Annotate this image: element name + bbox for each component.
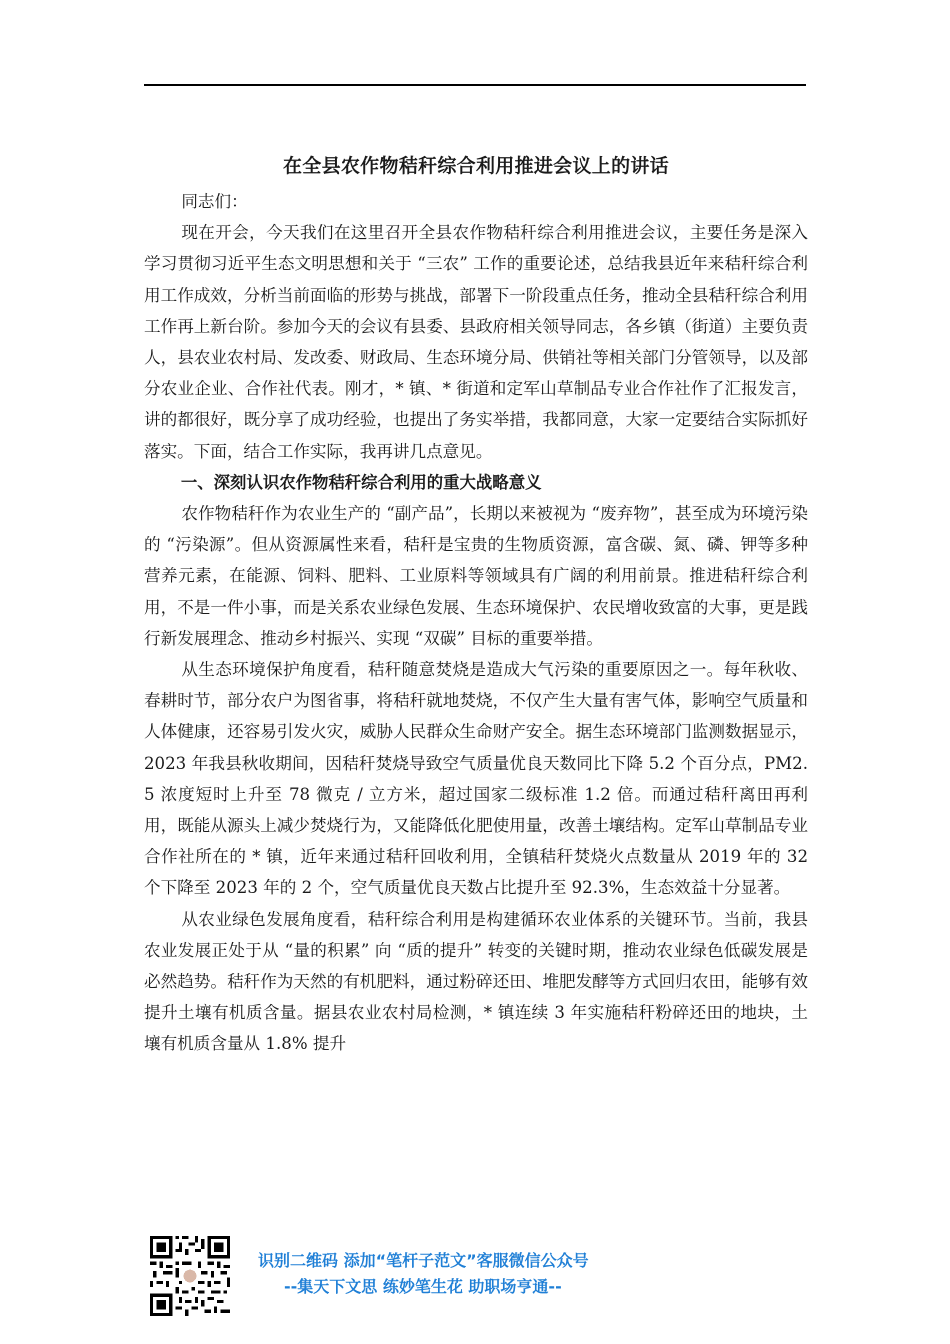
qr-code-icon[interactable]	[150, 1236, 230, 1316]
section1-paragraph-3: 从农业绿色发展角度看，秸秆综合利用是构建循环农业体系的关键环节。当前，我县农业发展正处于从 “量的积累” 向 “质的提升” 转变的关键时期，推动农业绿色低碳发展是必然趋势。秸秆作为天然的有机肥料，通过粉碎还田、堆肥发酵等方式回归农田，能够有效提升土壤有机质含量。据县农业农村局检测，* 镇连续 3 年实施秸秆粉碎还田的地块，土壤有机质含量从 1.8% 提升	[144, 909, 808, 1054]
footer-text	[258, 1248, 698, 1300]
document-title: 在全县农作物秸秆综合利用推进会议上的讲话	[282, 155, 669, 177]
intro-paragraph: 现在开会，今天我们在这里召开全县农作物秸秆综合利用推进会议，主要任务是深入学习贯彻习近平生态文明思想和关于 “三农” 工作的重要论述，总结我县近年来秸秆综合利用工作成效，分析当前面临的形势与挑战，部署下一阶段重点任务，推动全县秸秆综合利用工作再上新台阶。参加今天的会议有县委、县政府相关领导同志，各乡镇（街道）主要负责人，县农业农村局、发改委、财政局、生态环境分局、供销社等相关部门分管领导，以及部分农业企业、合作社代表。刚才，* 镇、* 街道和定军山草制品专业合作社作了汇报发言，讲的都很好，既分享了成功经验，也提出了务实举措，我都同意，大家一定要结合实际抓好落实。下面，结合工作实际，我再讲几点意见。	[144, 223, 808, 461]
salutation: 同志们：	[181, 192, 248, 211]
section1-paragraph-2: 从生态环境保护角度看，秸秆随意焚烧是造成大气污染的重要原因之一。每年秋收、春耕时节，部分农户为图省事，将秸秆就地焚烧，不仅产生大量有害气体，影响空气质量和人体健康，还容易引发火灾，威胁人民群众生命财产安全。据生态环境部门监测数据显示，2023 年我县秋收期间，因秸秆焚烧导致空气质量优良天数同比下降 5.2 个百分点，PM2.5 浓度短时上升至 78 微克 / 立方米，超过国家二级标准 1.2 倍。而通过秸秆离田再利用，既能从源头上减少焚烧行为，又能降低化肥使用量，改善土壤结构。定军山草制品专业合作社所在的 * 镇，近年来通过秸秆回收利用，全镇秸秆焚烧火点数量从 2019 年的 32 个下降至 2023 年的 2 个，空气质量优良天数占比提升至 92.3%，生态效益十分显著。	[144, 660, 808, 898]
footer-line-1: 识别二维码 添加“笔杆子范文”客服微信公众号	[258, 1251, 589, 1270]
header-rule	[144, 84, 806, 86]
section-heading-1: 一、深刻认识农作物秸秆综合利用的重大战略意义	[180, 472, 542, 492]
footer-banner	[150, 1236, 710, 1316]
section1-paragraph-1: 农作物秸秆作为农业生产的 “副产品”，长期以来被视为 “废弃物”，甚至成为环境污染的 “污染源”。但从资源属性来看，秸秆是宝贵的生物质资源，富含碳、氮、磷、钾等多种营养元素，在能源、饲料、肥料、工业原料等领域具有广阔的利用前景。推进秸秆综合利用，不是一件小事，而是关系农业绿色发展、生态环境保护、农民增收致富的大事，更是践行新发展理念、推动乡村振兴、实现 “双碳” 目标的重要举措。	[144, 504, 808, 648]
document-body	[144, 148, 808, 1060]
footer-line-2: --集天下文思 练妙笔生花 助职场亨通--	[284, 1277, 562, 1296]
